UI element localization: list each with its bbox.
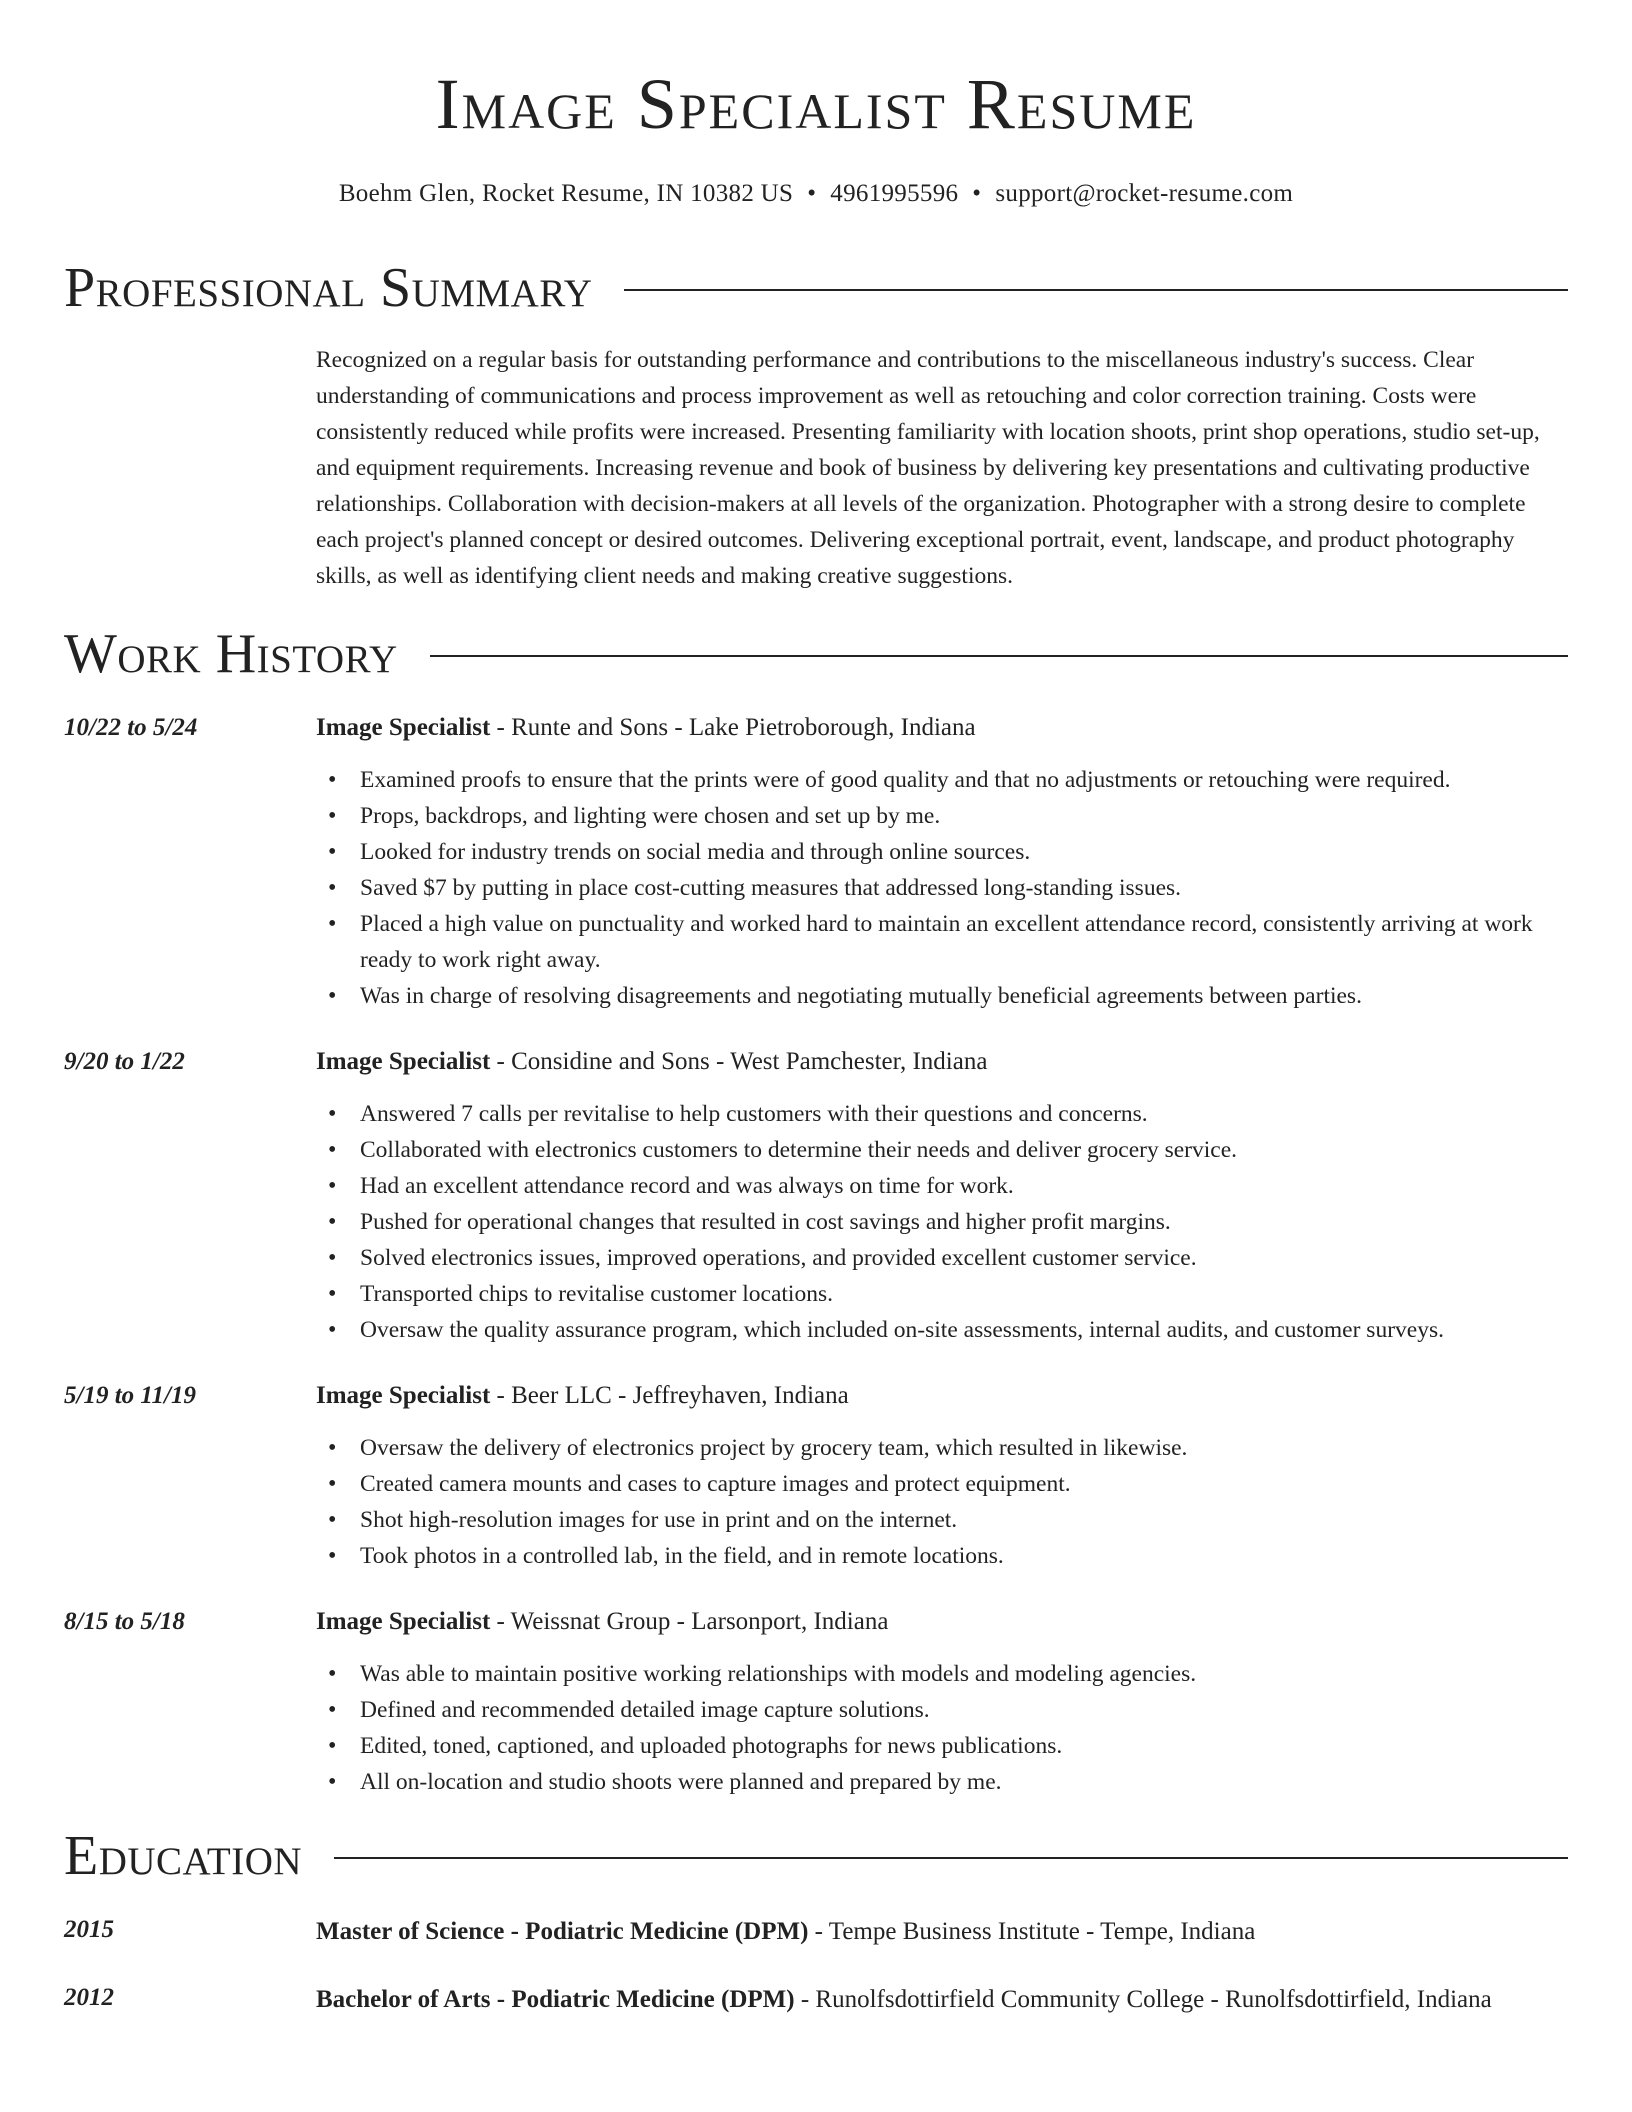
education-heading: Education: [64, 1825, 303, 1887]
education-entry: [64, 1980, 1568, 2020]
education-details: - Runolfsdottirfield Community College - Runolfsdottirfield, Indiana: [794, 1986, 1492, 2013]
work-section-header: [64, 624, 1568, 684]
job-bullet: • Defined and recommended detailed image capture solutions.: [316, 1692, 1568, 1728]
job-title: Image Specialist: [316, 1608, 491, 1635]
contact-address: Boehm Glen, Rocket Resume, IN 10382 US: [338, 180, 794, 207]
job-bullet: • Oversaw the delivery of electronics project by grocery team, which resulted in likewise.: [316, 1430, 1568, 1466]
job-details: - Runte and Sons - Lake Pietroborough, Indiana: [490, 714, 976, 741]
contact-separator: •: [972, 180, 982, 207]
job-bullet: • Shot high-resolution images for use in print and on the internet.: [316, 1502, 1568, 1538]
job-heading: [316, 1604, 1568, 1640]
education-degree: Bachelor of Arts - Podiatric Medicine (DPM): [316, 1986, 795, 2013]
job-bullet: • Transported chips to revitalise customer locations.: [316, 1276, 1568, 1312]
job-bullet: • Had an excellent attendance record and was always on time for work.: [316, 1168, 1568, 1204]
job-bullet: • Solved electronics issues, improved operations, and provided excellent customer service.: [316, 1240, 1568, 1276]
job-entry: [64, 710, 1568, 1014]
job-bullet: • Was able to maintain positive working relationships with models and modeling agencies.: [316, 1656, 1568, 1692]
contact-line: [64, 178, 1568, 210]
job-details: - Weissnat Group - Larsonport, Indiana: [490, 1608, 889, 1635]
education-section-header: [64, 1826, 1568, 1886]
job-bullets: [316, 762, 1568, 1014]
education-heading-line: [316, 1980, 1568, 2020]
job-bullet: • Was in charge of resolving disagreements and negotiating mutually beneficial agreements between parties.: [316, 978, 1568, 1014]
education-heading-line: [316, 1912, 1568, 1952]
job-entry: [64, 1604, 1568, 1800]
section-divider: [430, 655, 1568, 657]
job-heading: [316, 1044, 1568, 1080]
job-bullets: [316, 1656, 1568, 1800]
job-heading: [316, 1378, 1568, 1414]
contact-email: support@rocket-resume.com: [995, 180, 1294, 207]
summary-text: Recognized on a regular basis for outstanding performance and contributions to the miscellaneous industry's success. Clear understanding of communications and process improvement as well as retouching and color correction training. Costs were consistently reduced while profits were increased. Presenting familiarity with location shoots, print shop operations, studio set-up, and equipment requirements. Increasing revenue and book of business by delivering key presentations and cultivating productive relationships. Collaboration with decision-makers at all levels of the organization. Photographer with a strong desire to complete each project's planned concept or desired outcomes. Delivering exceptional portrait, event, landscape, and product photography skills, as well as identifying client needs and making creative suggestions.: [316, 347, 1540, 589]
summary-section-header: [64, 258, 1568, 318]
job-bullet: • Answered 7 calls per revitalise to help customers with their questions and concerns.: [316, 1096, 1568, 1132]
job-bullet: • Took photos in a controlled lab, in the field, and in remote locations.: [316, 1538, 1568, 1574]
job-dates: 5/19 to 11/19: [64, 1382, 196, 1409]
job-bullet: • Props, backdrops, and lighting were chosen and set up by me.: [316, 798, 1568, 834]
education-degree: Master of Science - Podiatric Medicine (DPM): [316, 1918, 809, 1945]
contact-phone: 4961995596: [830, 180, 959, 207]
job-heading: [316, 710, 1568, 746]
job-bullets: [316, 1430, 1568, 1574]
job-dates: 8/15 to 5/18: [64, 1608, 185, 1635]
education-year: 2012: [64, 1984, 114, 2011]
work-heading: Work History: [64, 623, 398, 685]
job-title: Image Specialist: [316, 714, 491, 741]
job-title: Image Specialist: [316, 1382, 491, 1409]
education-details: - Tempe Business Institute - Tempe, Indiana: [808, 1918, 1256, 1945]
job-bullet: • Examined proofs to ensure that the prints were of good quality and that no adjustments or retouching were required.: [316, 762, 1568, 798]
job-bullet: • Looked for industry trends on social media and through online sources.: [316, 834, 1568, 870]
job-title: Image Specialist: [316, 1048, 491, 1075]
job-entry: [64, 1378, 1568, 1574]
job-bullet: • Edited, toned, captioned, and uploaded photographs for news publications.: [316, 1728, 1568, 1764]
job-bullet: • All on-location and studio shoots were planned and prepared by me.: [316, 1764, 1568, 1800]
job-details: - Considine and Sons - West Pamchester, Indiana: [490, 1048, 988, 1075]
contact-separator: •: [807, 180, 817, 207]
education-year: 2015: [64, 1916, 114, 1943]
job-bullet: • Oversaw the quality assurance program, which included on-site assessments, internal audits, and customer surveys.: [316, 1312, 1568, 1348]
job-bullet: • Created camera mounts and cases to capture images and protect equipment.: [316, 1466, 1568, 1502]
job-bullet: • Collaborated with electronics customers to determine their needs and deliver grocery service.: [316, 1132, 1568, 1168]
job-bullet: • Pushed for operational changes that resulted in cost savings and higher profit margins.: [316, 1204, 1568, 1240]
job-dates: 10/22 to 5/24: [64, 714, 198, 741]
section-divider: [624, 289, 1568, 291]
resume-title: Image Specialist Resume: [435, 64, 1197, 144]
education-entry: [64, 1912, 1568, 1952]
job-bullet: • Saved $7 by putting in place cost-cutting measures that addressed long-standing issues.: [316, 870, 1568, 906]
job-bullet: • Placed a high value on punctuality and worked hard to maintain an excellent attendance record, consistently arriving at work ready to work right away.: [316, 906, 1568, 978]
section-divider: [334, 1857, 1568, 1859]
job-details: - Beer LLC - Jeffreyhaven, Indiana: [490, 1382, 849, 1409]
summary-heading: Professional Summary: [64, 257, 593, 319]
job-entry: [64, 1044, 1568, 1348]
job-bullets: [316, 1096, 1568, 1348]
job-dates: 9/20 to 1/22: [64, 1048, 185, 1075]
